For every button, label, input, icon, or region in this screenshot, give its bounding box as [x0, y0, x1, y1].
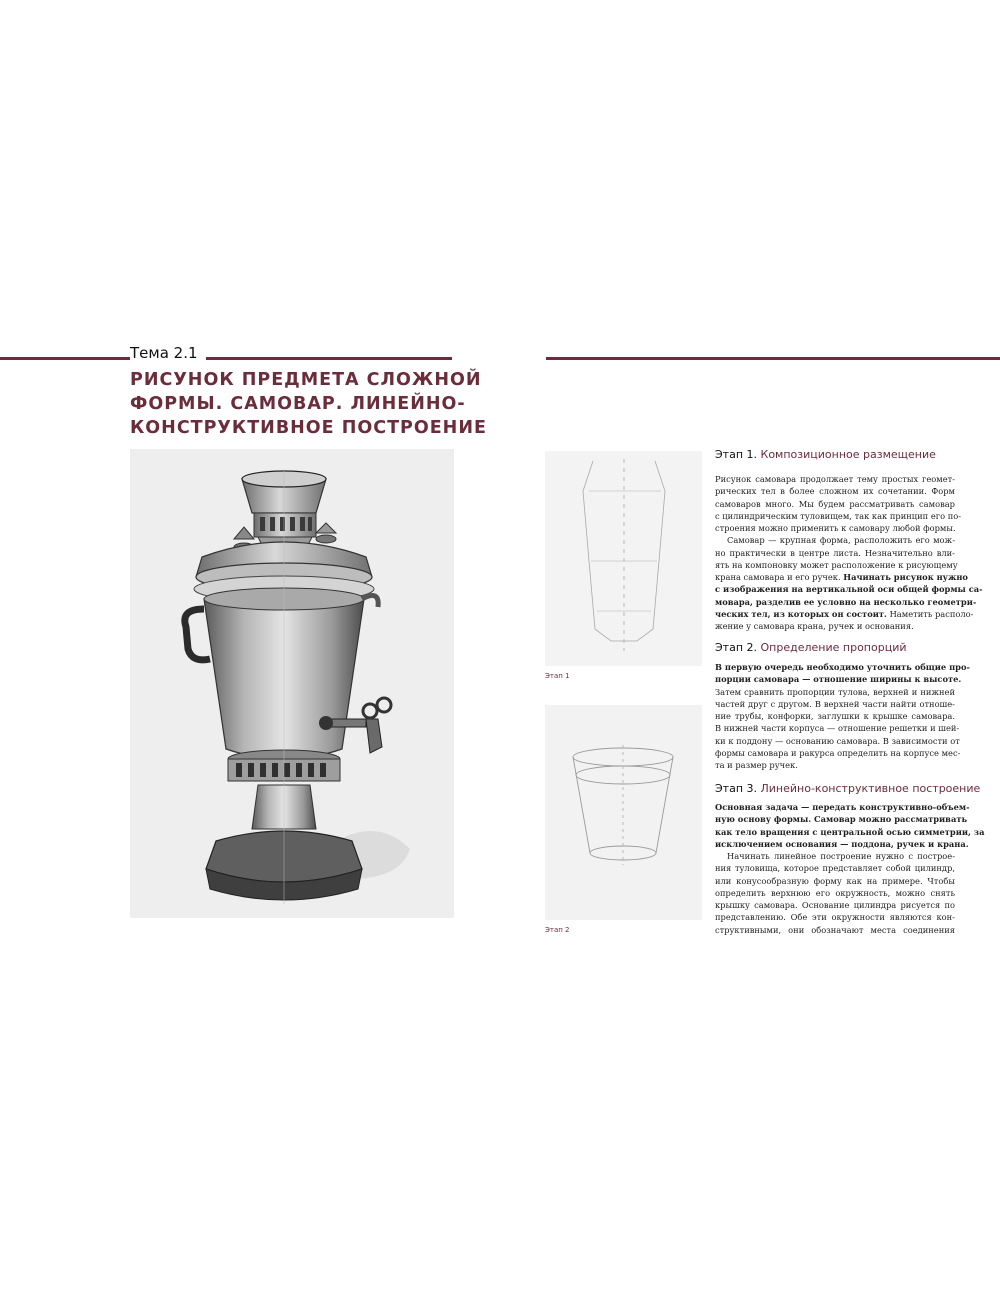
stage2-heading	[715, 641, 907, 654]
text-line-bold	[715, 801, 970, 813]
title-line: ФОРМЫ. САМОВАР. ЛИНЕЙНО-	[130, 394, 466, 414]
title-line: РИСУНОК ПРЕДМЕТА СЛОЖНОЙ	[130, 370, 482, 390]
text-line-bold	[715, 661, 970, 673]
text-line: Рисунок самовара продолжает тему простых геомет-	[715, 474, 955, 484]
title-line: КОНСТРУКТИВНОЕ ПОСТРОЕНИЕ	[130, 418, 487, 438]
page-title	[130, 368, 487, 440]
stage3-heading	[715, 782, 980, 795]
text-line-bold	[715, 813, 968, 825]
text-line-bold	[715, 583, 983, 595]
header-rule-right	[546, 357, 1000, 360]
text-line: самоваров много. Мы будем рассматривать самовар	[715, 498, 955, 509]
text-line: крышку самовара. Основание цилиндра рисуется по	[715, 900, 955, 910]
text-line: ять на компоновку может расположение к рисующему	[715, 559, 958, 570]
stage2-number: Этап 2.	[715, 641, 758, 654]
text-line-bold	[715, 838, 969, 850]
text-span-bold: ческих тел, из которых он состоит.	[715, 608, 887, 619]
text-line: ния туловища, которое представляет собой цилиндр,	[715, 863, 955, 874]
text-span-bold: порции самовара — отношение ширины к высоте.	[715, 674, 962, 685]
text-span-bold: Начинать рисунок нужно	[843, 572, 968, 582]
stage3-text	[715, 801, 985, 943]
header-rule-left	[0, 357, 452, 360]
text-span-bold: В первую очередь необходимо уточнить общие про-	[715, 662, 970, 672]
text-line: определить верхнюю его окружность, можно снять	[715, 887, 955, 898]
text-line: с цилиндрическим туловищем, так как принцип его по-	[715, 510, 962, 521]
text-line: или конусообразную форму как на примере. Чтобы	[715, 875, 955, 886]
stage3-number: Этап 3.	[715, 782, 758, 795]
text-line-bold	[715, 826, 985, 838]
text-line: В нижней части корпуса — отношение решетки и шей-	[715, 723, 960, 734]
stage3-title: Линейно-конструктивное построение	[760, 782, 981, 795]
figure-caption-stage2: Этап 2	[545, 926, 570, 934]
text-line: частей друг с другом. В верхней части найти отноше-	[715, 698, 955, 709]
text-span-bold: мовара, разделив ее условно на несколько геометри-	[715, 596, 977, 607]
stage2-sketch-image	[545, 705, 702, 920]
theme-label: Тема 2.1	[130, 344, 206, 362]
stage2-text	[715, 661, 970, 773]
text-span-bold: ную основу формы. Самовар можно рассматривать	[715, 814, 968, 825]
text-span-bold: как тело вращения с центральной осью симметрии, за	[715, 826, 985, 837]
text-line: Начинать линейное построение нужно с построе-	[727, 851, 955, 861]
text-line: структивными, они обозначают места соединения	[715, 924, 955, 935]
text-span-bold: исключением основания — поддона, ручек и крана.	[715, 838, 969, 849]
text-line-bold	[715, 596, 977, 608]
text-line: Самовар — крупная форма, расположить его мож-	[727, 535, 955, 546]
text-line: Затем сравнить пропорции тулова, верхней и нижней	[715, 686, 955, 697]
stage2-title: Определение пропорций	[760, 641, 907, 654]
text-line: та и размер ручек.	[715, 760, 798, 770]
text-line: строения можно применить к самовару любой формы.	[715, 523, 956, 533]
text-line: рических тел в более сложном их сочетании. Форм	[715, 486, 955, 497]
text-line	[715, 608, 974, 620]
stage1-title: Композиционное размещение	[760, 448, 936, 461]
stage1-sketch-image	[545, 451, 702, 666]
stage1-heading	[715, 448, 936, 461]
text-line: ки к поддону — основанию самовара. В зависимости от	[715, 735, 960, 746]
stage1-text	[715, 473, 983, 633]
text-line: жение у самовара крана, ручек и основания.	[715, 621, 914, 631]
samovar-drawing-image	[130, 449, 454, 918]
text-line: формы самовара и ракурса определить на корпусе мес-	[715, 747, 961, 758]
text-span: Наметить располо-	[889, 608, 974, 619]
text-span: крана самовара и его ручек.	[715, 572, 841, 582]
text-line: представлению. Обе эти окружности являются кон-	[715, 912, 955, 923]
stage1-number: Этап 1.	[715, 448, 758, 461]
figure-caption-stage1: Этап 1	[545, 672, 570, 680]
text-line-bold	[715, 673, 962, 685]
text-span-bold: с изображения на вертикальной оси общей формы са-	[715, 584, 983, 595]
text-span-bold: Основная задача — передать конструктивно-объем-	[715, 802, 970, 812]
text-line: ние трубы, конфорки, заглушки к крышке самовара.	[715, 711, 955, 721]
text-line	[715, 571, 968, 583]
text-line: но практически в центре листа. Незначительно вли-	[715, 547, 955, 558]
